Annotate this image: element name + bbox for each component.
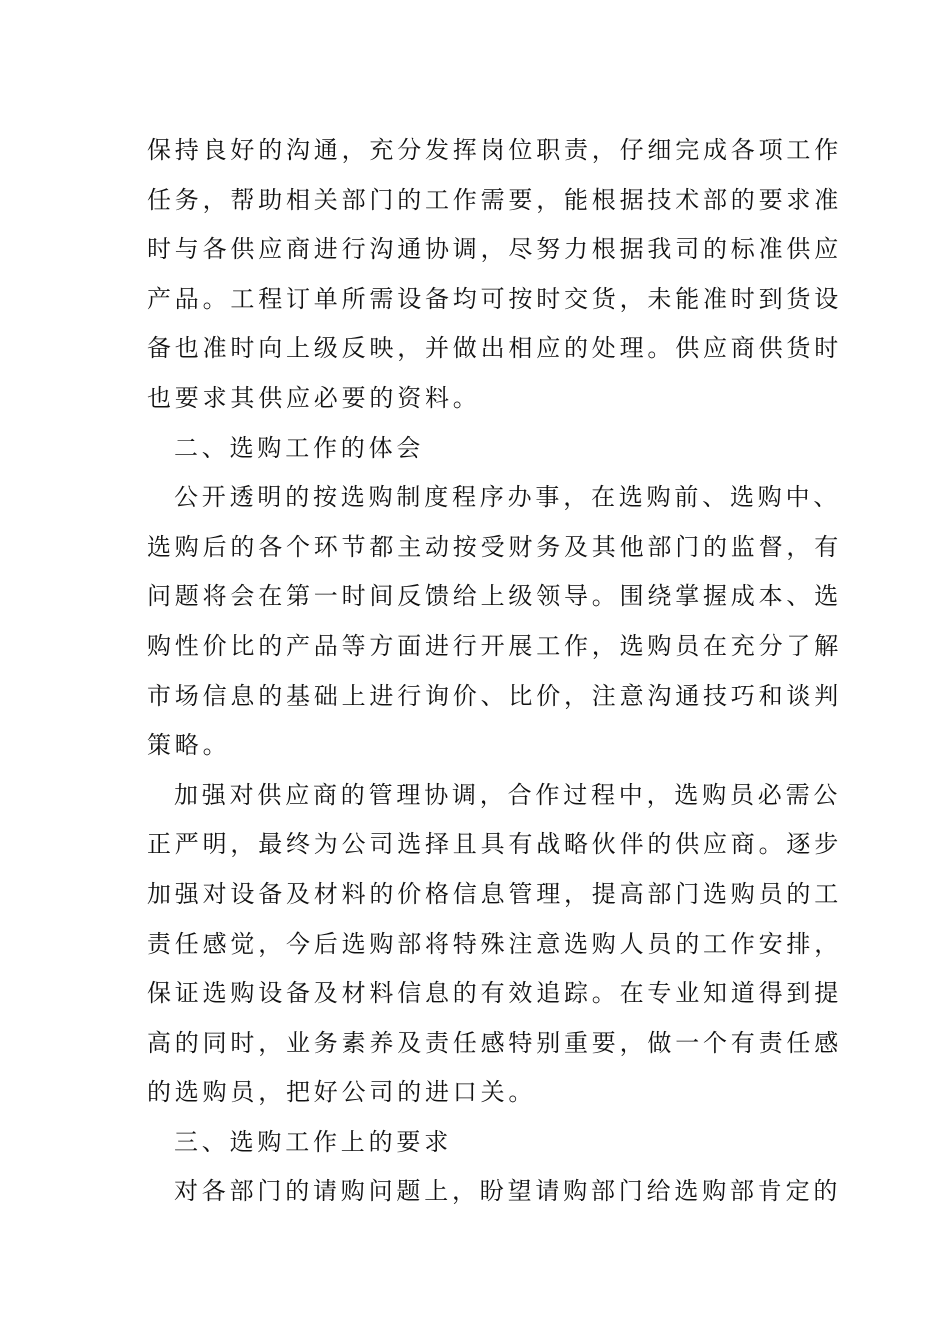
- text-line: 也要求其供应必要的资料。: [147, 383, 481, 412]
- text-line: 公开透明的按选购制度程序办事，在选购前、选购中、: [174, 483, 842, 512]
- text-line: 保持良好的沟通，充分发挥岗位职责，仔细完成各项工作: [147, 136, 842, 164]
- text-line: 责任感觉，今后选购部将特殊注意选购人员的工作安排，: [147, 929, 842, 958]
- text-line: 产品。工程订单所需设备均可按时交货，未能准时到货设: [147, 284, 842, 313]
- text-line: 保证选购设备及材料信息的有效追踪。在专业知道得到提: [147, 979, 842, 1008]
- text-line: 正严明，最终为公司选择且具有战略伙伴的供应商。逐步: [147, 830, 842, 859]
- document-body: [147, 126, 842, 1217]
- text-line: 加强对设备及材料的价格信息管理，提高部门选购员的工: [147, 879, 842, 908]
- text-line: 高的同时，业务素养及责任感特别重要，做一个有责任感: [147, 1028, 842, 1057]
- text-line: 购性价比的产品等方面进行开展工作，选购员在充分了解: [147, 631, 842, 660]
- text-line: 策略。: [147, 731, 231, 760]
- text-line: 对各部门的请购问题上，盼望请购部门给选购部肯定的: [174, 1177, 842, 1206]
- text-line: 的选购员，把好公司的进口关。: [147, 1078, 537, 1107]
- text-line: 加强对供应商的管理协调，合作过程中，选购员必需公: [174, 780, 842, 809]
- text-line: 任务，帮助相关部门的工作需要，能根据技术部的要求准: [147, 185, 842, 214]
- text-line: 备也准时向上级反映，并做出相应的处理。供应商供货时: [147, 334, 842, 363]
- text-line: 时与各供应商进行沟通协调，尽努力根据我司的标准供应: [147, 235, 842, 264]
- text-line: 问题将会在第一时间反馈给上级领导。围绕掌握成本、选: [147, 582, 842, 611]
- section-heading: 二、选购工作的体会: [174, 433, 425, 462]
- text-line: 选购后的各个环节都主动按受财务及其他部门的监督，有: [147, 532, 842, 561]
- section-heading: 三、选购工作上的要求: [174, 1127, 452, 1156]
- text-line: 市场信息的基础上进行询价、比价，注意沟通技巧和谈判: [147, 681, 842, 710]
